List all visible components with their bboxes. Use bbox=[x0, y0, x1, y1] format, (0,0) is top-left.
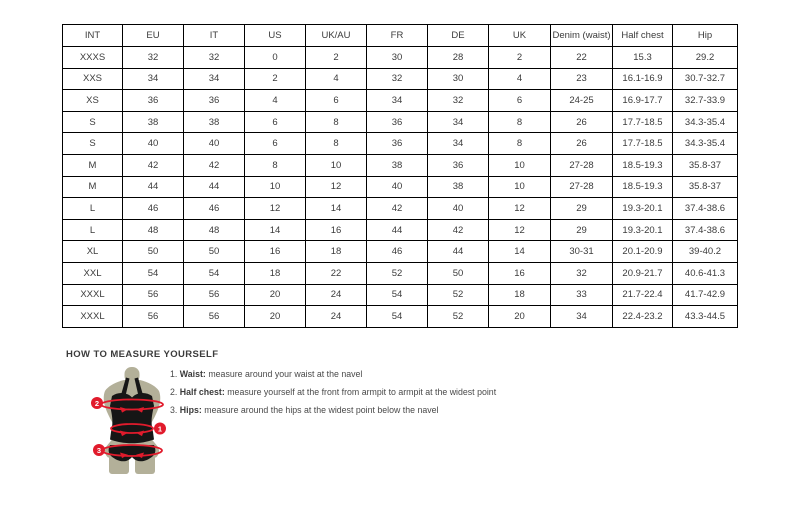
table-cell: XXL bbox=[63, 262, 123, 284]
table-cell: 38 bbox=[184, 111, 245, 133]
table-row bbox=[63, 284, 738, 306]
step-term: Hips: bbox=[179, 405, 202, 415]
table-row bbox=[63, 68, 738, 90]
table-cell: 44 bbox=[184, 176, 245, 198]
badge-half-chest-number: 2 bbox=[94, 398, 100, 408]
table-cell: 10 bbox=[306, 154, 367, 176]
column-header-de: DE bbox=[428, 25, 489, 47]
table-cell: 48 bbox=[123, 219, 184, 241]
table-cell: 17.7-18.5 bbox=[613, 133, 673, 155]
mannequin-illustration bbox=[88, 366, 172, 476]
table-cell: 12 bbox=[306, 176, 367, 198]
table-cell: 38 bbox=[123, 111, 184, 133]
table-cell: 27-28 bbox=[551, 176, 613, 198]
table-cell: 12 bbox=[489, 219, 551, 241]
table-cell: 2 bbox=[489, 47, 551, 69]
table-cell: 34 bbox=[551, 306, 613, 328]
table-cell: 24 bbox=[306, 284, 367, 306]
table-cell: 54 bbox=[184, 262, 245, 284]
table-cell: 36 bbox=[428, 154, 489, 176]
table-cell: 14 bbox=[489, 241, 551, 263]
table-cell: 15.3 bbox=[613, 47, 673, 69]
table-cell: 20 bbox=[489, 306, 551, 328]
table-cell: 21.7-22.4 bbox=[613, 284, 673, 306]
table-row bbox=[63, 154, 738, 176]
table-cell: 16 bbox=[306, 219, 367, 241]
table-cell: 2 bbox=[245, 68, 306, 90]
table-cell: L bbox=[63, 219, 123, 241]
table-cell: 16.9-17.7 bbox=[613, 90, 673, 112]
table-cell: 40 bbox=[367, 176, 428, 198]
table-cell: 44 bbox=[428, 241, 489, 263]
table-cell: 32 bbox=[367, 68, 428, 90]
header-row bbox=[63, 25, 738, 47]
table-cell: 19.3-20.1 bbox=[613, 219, 673, 241]
column-header-ukau: UK/AU bbox=[306, 25, 367, 47]
table-cell: 6 bbox=[489, 90, 551, 112]
table-cell: 12 bbox=[489, 198, 551, 220]
table-cell: XXS bbox=[63, 68, 123, 90]
step-text: measure around the hips at the widest point below the navel bbox=[204, 405, 439, 415]
table-cell: 56 bbox=[123, 284, 184, 306]
table-cell: XS bbox=[63, 90, 123, 112]
table-cell: 50 bbox=[428, 262, 489, 284]
table-cell: 54 bbox=[367, 284, 428, 306]
measure-step-hips bbox=[170, 405, 496, 415]
table-cell: 42 bbox=[123, 154, 184, 176]
column-header-int: INT bbox=[63, 25, 123, 47]
table-cell: 19.3-20.1 bbox=[613, 198, 673, 220]
table-cell: 26 bbox=[551, 133, 613, 155]
table-cell: 50 bbox=[123, 241, 184, 263]
step-term: Waist: bbox=[179, 369, 206, 379]
table-cell: 30-31 bbox=[551, 241, 613, 263]
table-cell: 32 bbox=[551, 262, 613, 284]
table-row bbox=[63, 176, 738, 198]
table-cell: 36 bbox=[123, 90, 184, 112]
table-cell: 24-25 bbox=[551, 90, 613, 112]
table-cell: 40.6-41.3 bbox=[673, 262, 738, 284]
table-cell: 34 bbox=[428, 133, 489, 155]
table-cell: 20.9-21.7 bbox=[613, 262, 673, 284]
table-cell: 16 bbox=[245, 241, 306, 263]
table-cell: 23 bbox=[551, 68, 613, 90]
table-cell: 8 bbox=[489, 133, 551, 155]
table-cell: 12 bbox=[245, 198, 306, 220]
measure-section-heading: HOW TO MEASURE YOURSELF bbox=[66, 349, 219, 360]
table-cell: 52 bbox=[428, 284, 489, 306]
table-cell: 18.5-19.3 bbox=[613, 176, 673, 198]
measure-step-half-chest bbox=[170, 387, 496, 397]
table-cell: 33 bbox=[551, 284, 613, 306]
table-row bbox=[63, 47, 738, 69]
table-row bbox=[63, 198, 738, 220]
table-cell: XXXL bbox=[63, 284, 123, 306]
step-number: 3. bbox=[170, 405, 178, 415]
column-header-us: US bbox=[245, 25, 306, 47]
table-cell: L bbox=[63, 198, 123, 220]
table-cell: 43.3-44.5 bbox=[673, 306, 738, 328]
table-cell: 37.4-38.6 bbox=[673, 198, 738, 220]
table-row bbox=[63, 241, 738, 263]
table-row bbox=[63, 111, 738, 133]
table-cell: 22 bbox=[551, 47, 613, 69]
table-cell: 28 bbox=[428, 47, 489, 69]
table-row bbox=[63, 133, 738, 155]
table-cell: 34.3-35.4 bbox=[673, 111, 738, 133]
table-cell: 4 bbox=[306, 68, 367, 90]
table-cell: S bbox=[63, 133, 123, 155]
table-cell: 4 bbox=[245, 90, 306, 112]
table-cell: 35.8-37 bbox=[673, 176, 738, 198]
table-cell: 56 bbox=[123, 306, 184, 328]
table-cell: 6 bbox=[245, 111, 306, 133]
table-cell: 8 bbox=[489, 111, 551, 133]
table-cell: 42 bbox=[428, 219, 489, 241]
table-row bbox=[63, 219, 738, 241]
table-cell: 48 bbox=[184, 219, 245, 241]
table-cell: 8 bbox=[306, 133, 367, 155]
column-header-eu: EU bbox=[123, 25, 184, 47]
table-cell: 46 bbox=[184, 198, 245, 220]
table-cell: 29 bbox=[551, 198, 613, 220]
step-number: 1. bbox=[170, 369, 178, 379]
table-cell: 34 bbox=[428, 111, 489, 133]
column-header-hip: Hip bbox=[673, 25, 738, 47]
table-cell: S bbox=[63, 111, 123, 133]
column-header-it: IT bbox=[184, 25, 245, 47]
size-chart-table bbox=[62, 24, 738, 328]
table-cell: 18 bbox=[306, 241, 367, 263]
table-cell: 14 bbox=[245, 219, 306, 241]
table-cell: 32 bbox=[123, 47, 184, 69]
table-cell: 34 bbox=[367, 90, 428, 112]
table-cell: 37.4-38.6 bbox=[673, 219, 738, 241]
table-cell: 8 bbox=[306, 111, 367, 133]
table-cell: 30.7-32.7 bbox=[673, 68, 738, 90]
step-number: 2. bbox=[170, 387, 178, 397]
badge-hips-number: 3 bbox=[96, 445, 102, 455]
table-cell: 34.3-35.4 bbox=[673, 133, 738, 155]
table-cell: 29 bbox=[551, 219, 613, 241]
table-cell: 26 bbox=[551, 111, 613, 133]
table-cell: 46 bbox=[123, 198, 184, 220]
table-cell: 35.8-37 bbox=[673, 154, 738, 176]
table-cell: 40 bbox=[184, 133, 245, 155]
table-cell: 32 bbox=[428, 90, 489, 112]
table-cell: 44 bbox=[367, 219, 428, 241]
table-cell: 0 bbox=[245, 47, 306, 69]
table-cell: 18 bbox=[489, 284, 551, 306]
table-cell: 50 bbox=[184, 241, 245, 263]
table-cell: 40 bbox=[123, 133, 184, 155]
table-cell: 36 bbox=[367, 111, 428, 133]
table-cell: 20 bbox=[245, 284, 306, 306]
table-cell: 6 bbox=[306, 90, 367, 112]
table-cell: M bbox=[63, 176, 123, 198]
table-cell: 36 bbox=[184, 90, 245, 112]
badge-waist-number: 1 bbox=[157, 424, 163, 434]
table-cell: 2 bbox=[306, 47, 367, 69]
table-row bbox=[63, 90, 738, 112]
table-cell: 41.7-42.9 bbox=[673, 284, 738, 306]
table-cell: 10 bbox=[245, 176, 306, 198]
table-cell: 36 bbox=[367, 133, 428, 155]
table-cell: 56 bbox=[184, 284, 245, 306]
table-cell: 52 bbox=[367, 262, 428, 284]
column-header-half-chest: Half chest bbox=[613, 25, 673, 47]
table-cell: 14 bbox=[306, 198, 367, 220]
table-row bbox=[63, 262, 738, 284]
table-cell: 56 bbox=[184, 306, 245, 328]
table-cell: 38 bbox=[367, 154, 428, 176]
table-cell: 30 bbox=[367, 47, 428, 69]
table-cell: XL bbox=[63, 241, 123, 263]
table-cell: 8 bbox=[245, 154, 306, 176]
table-cell: 20 bbox=[245, 306, 306, 328]
table-cell: 20.1-20.9 bbox=[613, 241, 673, 263]
table-cell: 38 bbox=[428, 176, 489, 198]
column-header-denim-waist: Denim (waist) bbox=[551, 25, 613, 47]
table-cell: 39-40.2 bbox=[673, 241, 738, 263]
table-cell: 52 bbox=[428, 306, 489, 328]
table-cell: 6 bbox=[245, 133, 306, 155]
table-row bbox=[63, 306, 738, 328]
table-cell: 42 bbox=[367, 198, 428, 220]
step-text: measure yourself at the front from armpit to armpit at the widest point bbox=[227, 387, 497, 397]
table-cell: 16.1-16.9 bbox=[613, 68, 673, 90]
table-cell: 10 bbox=[489, 176, 551, 198]
table-cell: 40 bbox=[428, 198, 489, 220]
table-cell: 42 bbox=[184, 154, 245, 176]
table-cell: 27-28 bbox=[551, 154, 613, 176]
column-header-fr: FR bbox=[367, 25, 428, 47]
table-cell: 32 bbox=[184, 47, 245, 69]
column-header-uk: UK bbox=[489, 25, 551, 47]
table-cell: 16 bbox=[489, 262, 551, 284]
table-cell: 54 bbox=[367, 306, 428, 328]
table-cell: 22.4-23.2 bbox=[613, 306, 673, 328]
table-cell: 54 bbox=[123, 262, 184, 284]
table-cell: 22 bbox=[306, 262, 367, 284]
table-cell: 34 bbox=[123, 68, 184, 90]
table-cell: XXXL bbox=[63, 306, 123, 328]
table-cell: 30 bbox=[428, 68, 489, 90]
table-cell: 17.7-18.5 bbox=[613, 111, 673, 133]
table-cell: M bbox=[63, 154, 123, 176]
table-cell: 18.5-19.3 bbox=[613, 154, 673, 176]
table-cell: 32.7-33.9 bbox=[673, 90, 738, 112]
measure-step-waist bbox=[170, 369, 496, 379]
table-cell: 24 bbox=[306, 306, 367, 328]
table-cell: 46 bbox=[367, 241, 428, 263]
table-cell: 29.2 bbox=[673, 47, 738, 69]
step-text: measure around your waist at the navel bbox=[208, 369, 363, 379]
table-cell: 18 bbox=[245, 262, 306, 284]
step-term: Half chest: bbox=[179, 387, 225, 397]
table-cell: 10 bbox=[489, 154, 551, 176]
table-cell: 34 bbox=[184, 68, 245, 90]
measure-steps-list bbox=[170, 369, 496, 423]
table-cell: 4 bbox=[489, 68, 551, 90]
table-cell: XXXS bbox=[63, 47, 123, 69]
table-cell: 44 bbox=[123, 176, 184, 198]
